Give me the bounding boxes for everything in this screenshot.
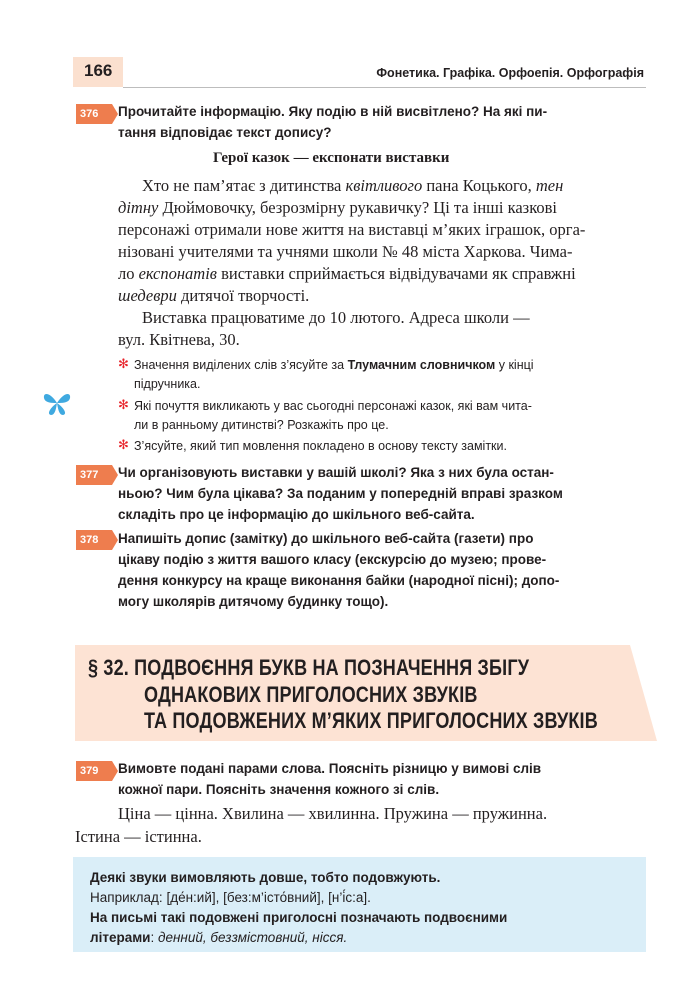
page-number: 166 (84, 61, 113, 80)
bullet-star-icon: ✻ (118, 437, 129, 452)
ex378-line3: дення конкурсу на краще виконання байки (народної пісні); допо- (118, 573, 560, 588)
ex376-task-line1: Прочитайте інформацію. Яку подію в ній висвітлено? На які пи- (118, 104, 548, 119)
ex376-task-line2: тання відповідає текст допису? (118, 125, 332, 140)
ex379-words-line1: Ціна — цінна. Хвилина — хвилинна. Пружина — пружинна. (118, 804, 548, 823)
section-title-line2: ОДНАКОВИХ ПРИГОЛОСНИХ ЗВУКІВ (144, 682, 478, 707)
section-title-line1: § 32. ПОДВОЄННЯ БУКВ НА ПОЗНАЧЕННЯ ЗБІГУ (88, 655, 530, 680)
header-rule (123, 87, 646, 88)
rule-line2: Наприклад: [де́н:ий], [без:м’істо́вний], [н’і́с:а]. (90, 890, 371, 905)
exercise-number-376: 376 (76, 104, 112, 124)
butterfly-margin-icon (40, 388, 74, 418)
exercise-number-378: 378 (76, 530, 112, 550)
paragraph1-line6: шедеври дитячої творчості. (118, 286, 310, 305)
ex377-line2: ньою? Чим була цікава? За поданим у попередній вправі зразком (118, 486, 563, 501)
ex378-line1: Напишіть допис (замітку) до шкільного веб-сайта (газети) про (118, 531, 534, 546)
bullet1-line1: Значення виділених слів з’ясуйте за Тлумачним словничком у кінці (134, 358, 534, 372)
text-title: Герої казок — експонати виставки (213, 150, 450, 166)
bullet3: З’ясуйте, який тип мовлення покладено в основу тексту замітки. (134, 439, 507, 453)
paragraph2-line2: вул. Квітнева, 30. (118, 330, 240, 349)
paragraph1-line4: нізовані учителями та учнями школи № 48 міста Харкова. Чима- (118, 242, 573, 261)
ex379-line1: Вимовте подані парами слова. Поясніть різницю у вимові слів (118, 761, 542, 776)
ex377-line3: складіть про це інформацію до шкільного веб-сайта. (118, 507, 475, 522)
rule-line3: На письмі такі подовжені приголосні позначають подвоєними (90, 910, 508, 925)
ex377-line1: Чи організовують виставки у вашій школі? Яка з них була остан- (118, 465, 554, 480)
exercise-number-377: 377 (76, 465, 112, 485)
ex379-line2: кожної пари. Поясніть значення кожного зі слів. (118, 782, 440, 797)
ex379-words-line2: Істина — істинна. (75, 827, 202, 846)
paragraph2-line1: Виставка працюватиме до 10 лютого. Адреса школи — (142, 308, 530, 327)
exercise-number-379: 379 (76, 761, 112, 781)
section-title-line3: ТА ПОДОВЖЕНИХ М’ЯКИХ ПРИГОЛОСНИХ ЗВУКІВ (144, 708, 598, 733)
bullet1-line2: підручника. (134, 377, 201, 391)
bullet-star-icon: ✻ (118, 356, 129, 371)
bullet-star-icon: ✻ (118, 397, 129, 412)
bullet2-line2: ли в ранньому дитинстві? Розкажіть про це. (134, 418, 389, 432)
rule-line1: Деякі звуки вимовляють довше, тобто подовжують. (90, 870, 441, 885)
ex378-line2: цікаву подію з життя вашого класу (екскурсію до музею; прове- (118, 552, 547, 567)
paragraph1-line5: ло експонатів виставки сприймається відвідувачами як справжні (118, 264, 576, 283)
paragraph1-line1: Хто не пам’ятає з дитинства квітливого пана Коцького, тен (142, 176, 564, 195)
paragraph1-line3: персонажі отримали нове життя на виставці м’яких іграшок, орга- (118, 220, 586, 239)
rule-line4: літерами: денний, беззмістовний, нісся. (90, 930, 348, 945)
running-title: Фонетика. Графіка. Орфоепія. Орфографія (376, 66, 644, 80)
paragraph1-line2: дітну Дюймовочку, безрозмірну рукавичку? Ці та інші казкові (118, 198, 558, 217)
bullet2-line1: Які почуття викликають у вас сьогодні персонажі казок, які вам чита- (134, 399, 532, 413)
ex378-line4: могу школярів дитячому будинку тощо). (118, 594, 389, 609)
